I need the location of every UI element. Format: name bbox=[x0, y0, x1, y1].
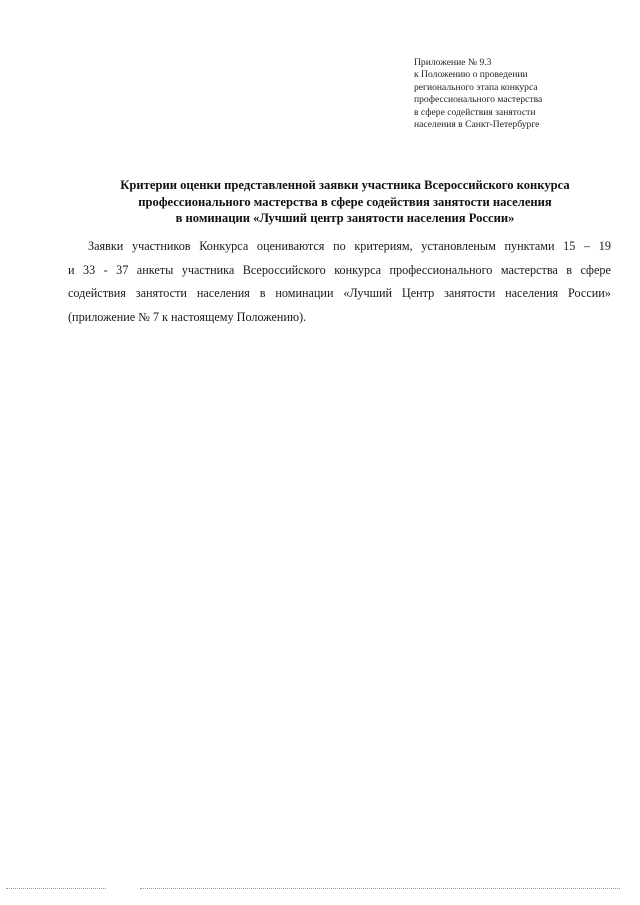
scan-footer-divider bbox=[140, 888, 620, 889]
appendix-line: профессионального мастерства bbox=[414, 94, 543, 106]
body-line bbox=[68, 235, 611, 259]
appendix-line: в сфере содействия занятости bbox=[414, 106, 536, 118]
body-word: в bbox=[566, 262, 573, 277]
body-word: 33 bbox=[82, 262, 96, 277]
body-word: оцениваются bbox=[256, 239, 325, 253]
body-word: населения bbox=[196, 286, 250, 300]
body-word: 15 bbox=[563, 239, 576, 253]
body-word: сфере bbox=[580, 262, 611, 277]
body-word: Конкурса bbox=[199, 239, 249, 253]
body-word: конкурса bbox=[334, 262, 382, 277]
body-word: России» bbox=[568, 286, 611, 300]
body-word: населения bbox=[505, 286, 559, 300]
title-line: Критерии оценки представленной заявки участника Всероссийского конкурса bbox=[120, 178, 570, 192]
title-line: профессионального мастерства в сфере содействия занятости населения bbox=[138, 194, 552, 209]
body-word: 19 bbox=[598, 239, 611, 253]
body-word: анкеты bbox=[136, 262, 174, 277]
body-word: в bbox=[259, 286, 266, 300]
body-word: Всероссийского bbox=[242, 262, 326, 277]
body-word: по bbox=[333, 239, 346, 253]
document-title bbox=[95, 177, 595, 227]
body-word: занятости bbox=[444, 286, 496, 300]
body-word: мастерства bbox=[500, 262, 558, 277]
body-word: и bbox=[68, 262, 75, 277]
body-word: пунктами bbox=[504, 239, 555, 253]
body-word: «Лучший bbox=[343, 286, 393, 300]
body-word: участника bbox=[181, 262, 235, 277]
body-word: занятости bbox=[135, 286, 187, 300]
appendix-line: населения в Санкт-Петербурге bbox=[414, 119, 540, 131]
scan-footer-divider bbox=[6, 888, 106, 889]
body-word: критериям, bbox=[354, 239, 413, 253]
appendix-line: регионального этапа конкурса bbox=[414, 81, 538, 93]
body-word: установленым bbox=[421, 239, 496, 253]
body-line bbox=[68, 259, 611, 283]
body-word: – bbox=[583, 239, 591, 253]
appendix-header bbox=[414, 57, 614, 131]
body-word: номинации bbox=[275, 286, 334, 300]
appendix-line: Приложение № 9.3 bbox=[414, 57, 492, 68]
body-word: Заявки bbox=[88, 239, 124, 253]
appendix-line: к Положению о проведении bbox=[414, 69, 528, 81]
body-line bbox=[68, 282, 611, 306]
body-paragraph bbox=[68, 235, 611, 329]
body-word: - bbox=[103, 262, 108, 277]
title-line: в номинации «Лучший центр занятости населения России» bbox=[175, 211, 515, 225]
body-word: участников bbox=[131, 239, 191, 253]
body-word: содействия bbox=[68, 286, 126, 300]
body-word: Центр bbox=[401, 286, 435, 300]
body-word: 37 bbox=[116, 262, 129, 277]
body-word: профессионального bbox=[389, 262, 493, 277]
body-line: (приложение № 7 к настоящему Положению). bbox=[68, 309, 307, 324]
